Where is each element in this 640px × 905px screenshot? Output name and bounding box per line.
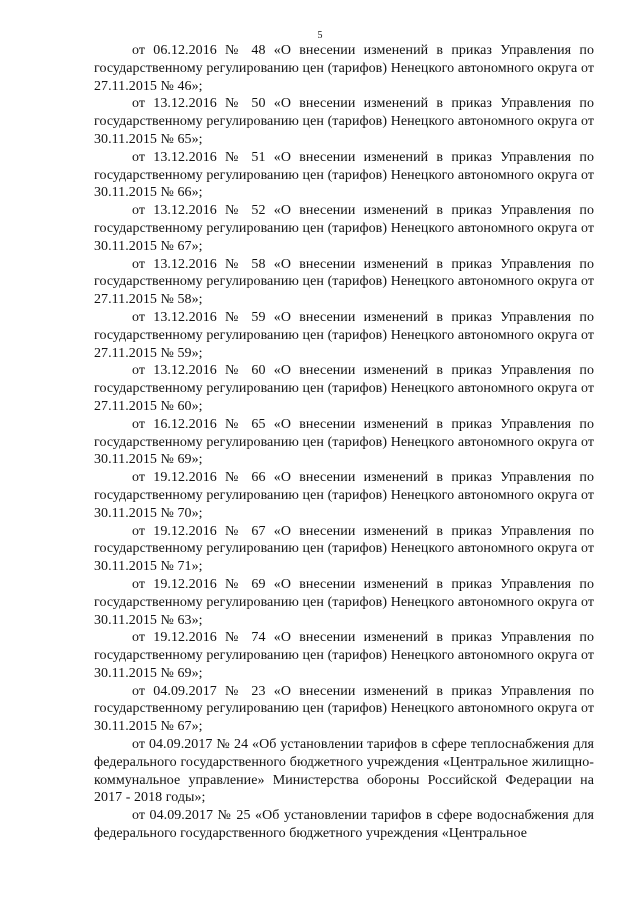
list-item: от 04.09.2017 № 23 «О внесении изменений в приказ Управления по государственному регулированию цен (тарифов) Ненецкого автономного округа от 30.11.2015 № 67»; — [94, 683, 594, 735]
list-item: от 19.12.2016 № 66 «О внесении изменений в приказ Управления по государственному регулированию цен (тарифов) Ненецкого автономного округа от 30.11.2015 № 70»; — [94, 470, 594, 521]
list-item: от 13.12.2016 № 50 «О внесении изменений в приказ Управления по государственному регулированию цен (тарифов) Ненецкого автономного округа от 30.11.2015 № 65»; — [94, 96, 594, 147]
list-item: от 19.12.2016 № 67 «О внесении изменений в приказ Управления по государственному регулированию цен (тарифов) Ненецкого автономного округа от 30.11.2015 № 71»; — [94, 523, 594, 575]
list-item: от 19.12.2016 № 74 «О внесении изменений в приказ Управления по государственному регулированию цен (тарифов) Ненецкого автономного округа от 30.11.2015 № 69»; — [94, 630, 594, 681]
page-number: 5 — [317, 30, 323, 41]
list-item: от 13.12.2016 № 59 «О внесении изменений в приказ Управления по государственному регулированию цен (тарифов) Ненецкого автономного округа от 27.11.2015 № 59»; — [94, 309, 594, 361]
list-item: от 13.12.2016 № 51 «О внесении изменений в приказ Управления по государственному регулированию цен (тарифов) Ненецкого автономного округа от 30.11.2015 № 66»; — [94, 149, 594, 201]
list-item: от 19.12.2016 № 69 «О внесении изменений в приказ Управления по государственному регулированию цен (тарифов) Ненецкого автономного округа от 30.11.2015 № 63»; — [94, 576, 594, 628]
list-item: от 13.12.2016 № 52 «О внесении изменений в приказ Управления по государственному регулированию цен (тарифов) Ненецкого автономного округа от 30.11.2015 № 67»; — [94, 203, 594, 254]
list-item: от 06.12.2016 № 48 «О внесении изменений в приказ Управления по государственному регулированию цен (тарифов) Ненецкого автономного округа от 27.11.2015 № 46»; — [94, 43, 594, 94]
list-item: от 04.09.2017 № 24 «Об установлении тарифов в сфере теплоснабжения для федерального государственного бюджетного учреждения «Центральное жилищно-коммунальное управление» Министерства обороны Российской Федерации на 2017 - 2018 годы»; — [94, 737, 594, 806]
list-item: от 13.12.2016 № 58 «О внесении изменений в приказ Управления по государственному регулированию цен (тарифов) Ненецкого автономного округа от 27.11.2015 № 58»; — [94, 256, 594, 308]
list-item: от 16.12.2016 № 65 «О внесении изменений в приказ Управления по государственному регулированию цен (тарифов) Ненецкого автономного округа от 30.11.2015 № 69»; — [94, 416, 594, 468]
document-body — [94, 42, 594, 843]
list-item: от 04.09.2017 № 25 «Об установлении тарифов в сфере водоснабжения для федерального государственного бюджетного учреждения «Центральное — [94, 808, 594, 842]
list-item: от 13.12.2016 № 60 «О внесении изменений в приказ Управления по государственному регулированию цен (тарифов) Ненецкого автономного округа от 27.11.2015 № 60»; — [94, 363, 594, 414]
